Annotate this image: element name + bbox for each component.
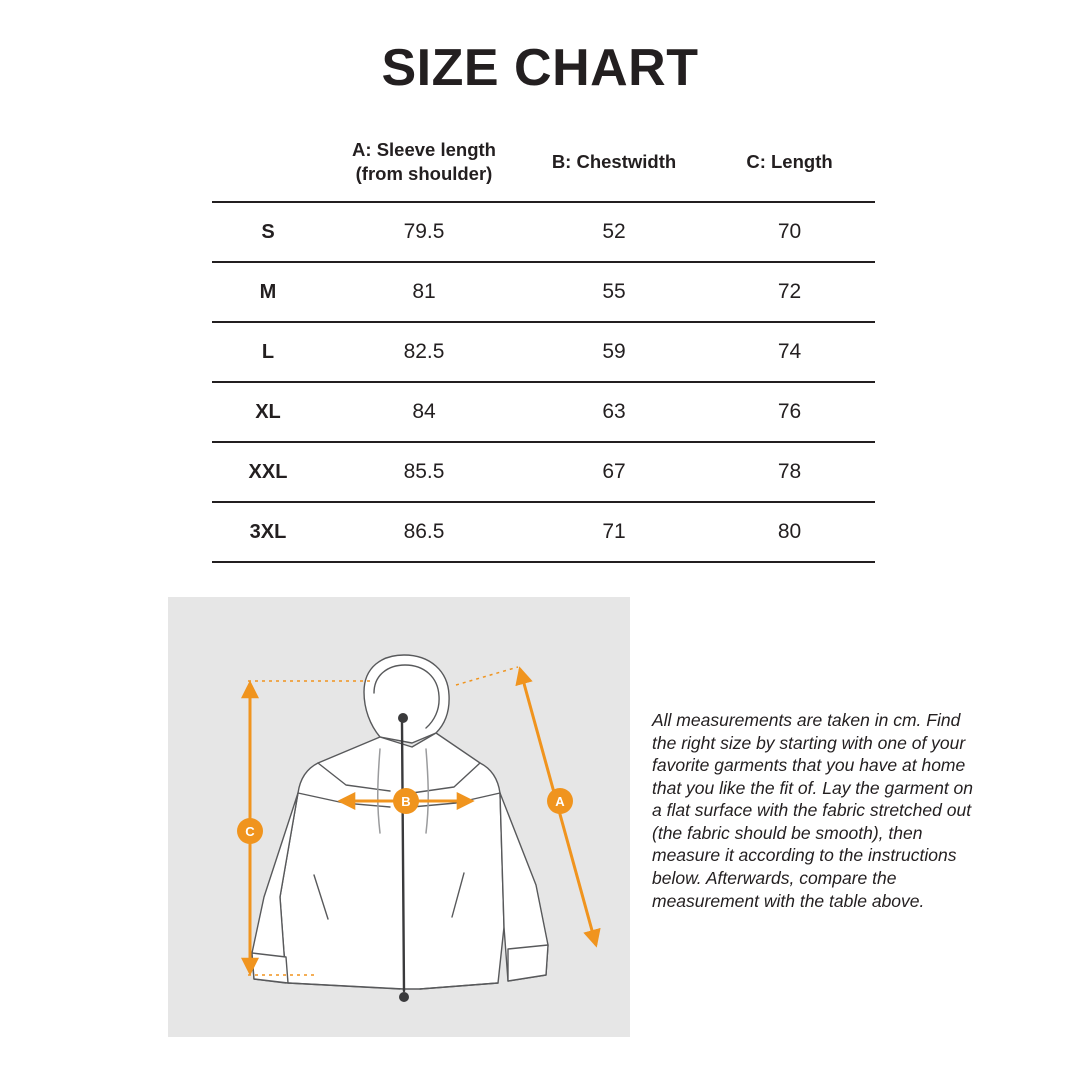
garment-measurement-illustration: [168, 597, 630, 1037]
cell-sleeve-length: 85.5: [324, 442, 524, 502]
svg-text:A: A: [555, 794, 565, 809]
table-header-row: [212, 138, 875, 202]
cell-length: 70: [704, 202, 875, 262]
page-title: SIZE CHART: [381, 39, 699, 97]
column-header-sleeve-length: [324, 138, 524, 202]
cell-chestwidth: 55: [524, 262, 704, 322]
cell-chestwidth: 59: [524, 322, 704, 382]
cell-size: 3XL: [212, 502, 324, 562]
cell-sleeve-length: 86.5: [324, 502, 524, 562]
measure-label-a: [547, 788, 573, 814]
cell-chestwidth: 52: [524, 202, 704, 262]
column-header-length: C: Length: [746, 150, 833, 172]
cell-length: 80: [704, 502, 875, 562]
cell-size: XXL: [212, 442, 324, 502]
cell-length: 76: [704, 382, 875, 442]
measure-label-c: [237, 818, 263, 844]
table-row: [212, 382, 875, 442]
table-body: [212, 202, 875, 562]
measure-label-b: [393, 788, 419, 814]
cell-size: L: [212, 322, 324, 382]
jacket-diagram-svg: [168, 597, 630, 1037]
cell-chestwidth: 71: [524, 502, 704, 562]
cell-length: 72: [704, 262, 875, 322]
column-header-sleeve-length-line1: A: Sleeve length: [352, 139, 496, 160]
svg-text:C: C: [245, 824, 255, 839]
cell-chestwidth: 63: [524, 382, 704, 442]
cell-size: S: [212, 202, 324, 262]
column-header-size: [212, 138, 324, 202]
cell-length: 78: [704, 442, 875, 502]
svg-text:B: B: [401, 794, 411, 809]
table-row: [212, 502, 875, 562]
column-header-sleeve-length-line2: (from shoulder): [355, 162, 493, 184]
table-row: [212, 202, 875, 262]
size-table-container: [212, 138, 875, 563]
cell-sleeve-length: 81: [324, 262, 524, 322]
column-header-chestwidth: B: Chestwidth: [551, 150, 677, 172]
cell-sleeve-length: 84: [324, 382, 524, 442]
cell-chestwidth: 67: [524, 442, 704, 502]
size-table: [212, 138, 875, 563]
cell-sleeve-length: 79.5: [324, 202, 524, 262]
cell-size: XL: [212, 382, 324, 442]
table-row: [212, 322, 875, 382]
measurement-instructions: All measurements are taken in cm. Find the right size by starting with one of your favorite garments that you have at home that you like the fit of. Lay the garment on a flat surface with the fabric stretched out (the fabric should be smooth), then measure it according to the instructions below. Afterwards, compare the measurement with the table above.: [652, 710, 974, 911]
table-row: [212, 442, 875, 502]
cell-length: 74: [704, 322, 875, 382]
cell-sleeve-length: 82.5: [324, 322, 524, 382]
table-header: [212, 138, 875, 202]
table-row: [212, 262, 875, 322]
cell-size: M: [212, 262, 324, 322]
